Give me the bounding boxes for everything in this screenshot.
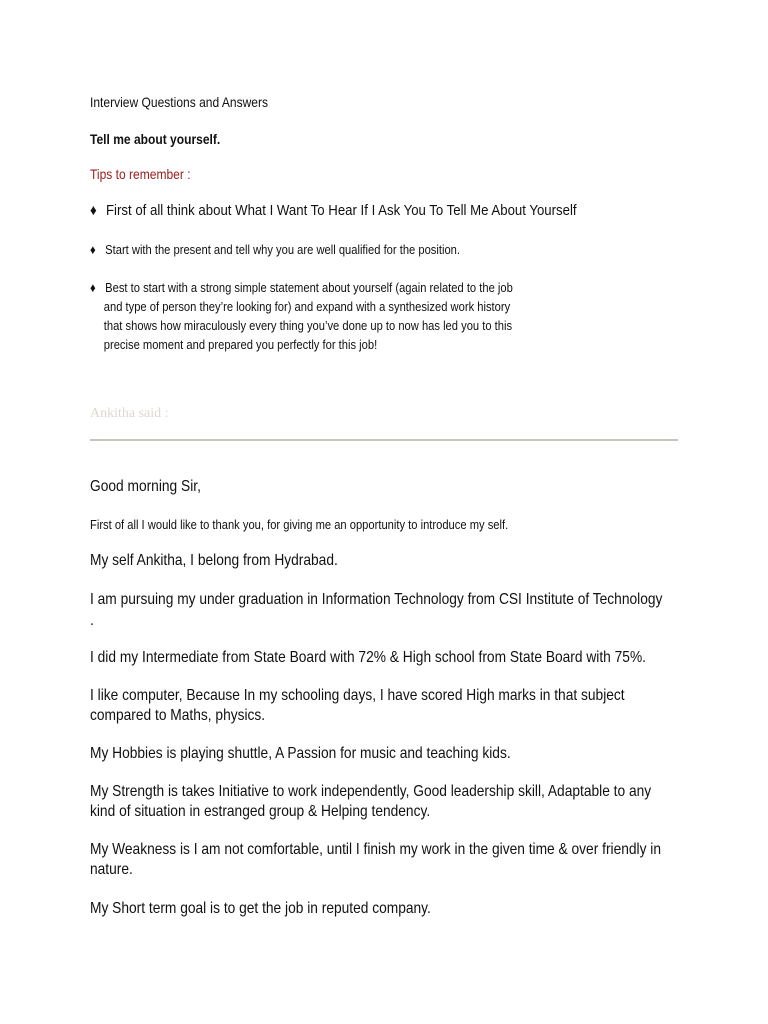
answer-education-2: I did my Intermediate from State Board with 72% & High school from State Board with 75%. [90, 649, 647, 666]
answer-interest: I like computer, Because In my schooling days, I have scored High marks in that subject [90, 687, 625, 704]
answer-short-goal: My Short term goal is to get the job in reputed company. [90, 900, 431, 917]
tip-text: Start with the present and tell why you are well qualified for the position. [105, 242, 461, 257]
answer-strength-cont: kind of situation in estranged group & Helping tendency. [90, 803, 431, 820]
answer-thanks: First of all I would like to thank you, for giving me an opportunity to introduce my self. [90, 517, 509, 532]
diamond-bullet-icon: ♦ [90, 280, 96, 295]
diamond-bullet-icon: ♦ [90, 202, 97, 219]
document-title: Interview Questions and Answers [90, 94, 269, 110]
answer-greeting: Good morning Sir, [90, 478, 201, 495]
tips-heading: Tips to remember : [90, 166, 191, 182]
answer-weakness-cont: nature. [90, 861, 133, 878]
answer-education: I am pursuing my under graduation in Information Technology from CSI Institute of Technology [90, 591, 663, 608]
tip-text-continuation: precise moment and prepared you perfectly for this job! [103, 337, 378, 352]
tip-item [90, 242, 460, 257]
said-label: Ankitha said : [90, 406, 169, 421]
answer-weakness: My Weakness is I am not comfortable, until I finish my work in the given time & over friendly in [90, 841, 662, 858]
answer-hobbies: My Hobbies is playing shuttle, A Passion for music and teaching kids. [90, 745, 511, 762]
question-heading: Tell me about yourself. [90, 131, 221, 147]
tip-text-continuation: and type of person they’re looking for) and expand with a synthesized work history [103, 299, 511, 314]
answer-education-tail: . [90, 612, 94, 629]
tip-item [90, 202, 577, 219]
answer-strength: My Strength is takes Initiative to work independently, Good leadership skill, Adaptable to any [90, 783, 652, 800]
divider [90, 439, 678, 441]
tip-item [90, 278, 513, 354]
tip-text: First of all think about What I Want To Hear If I Ask You To Tell Me About Yourself [105, 202, 577, 219]
tip-text: Best to start with a strong simple statement about yourself (again related to the job [105, 280, 513, 295]
tip-text-continuation: that shows how miraculously every thing you’ve done up to now has led you to this [103, 318, 513, 333]
answer-interest-cont: compared to Maths, physics. [90, 707, 266, 724]
answer-intro: My self Ankitha, I belong from Hydrabad. [90, 552, 338, 569]
diamond-bullet-icon: ♦ [90, 242, 96, 257]
